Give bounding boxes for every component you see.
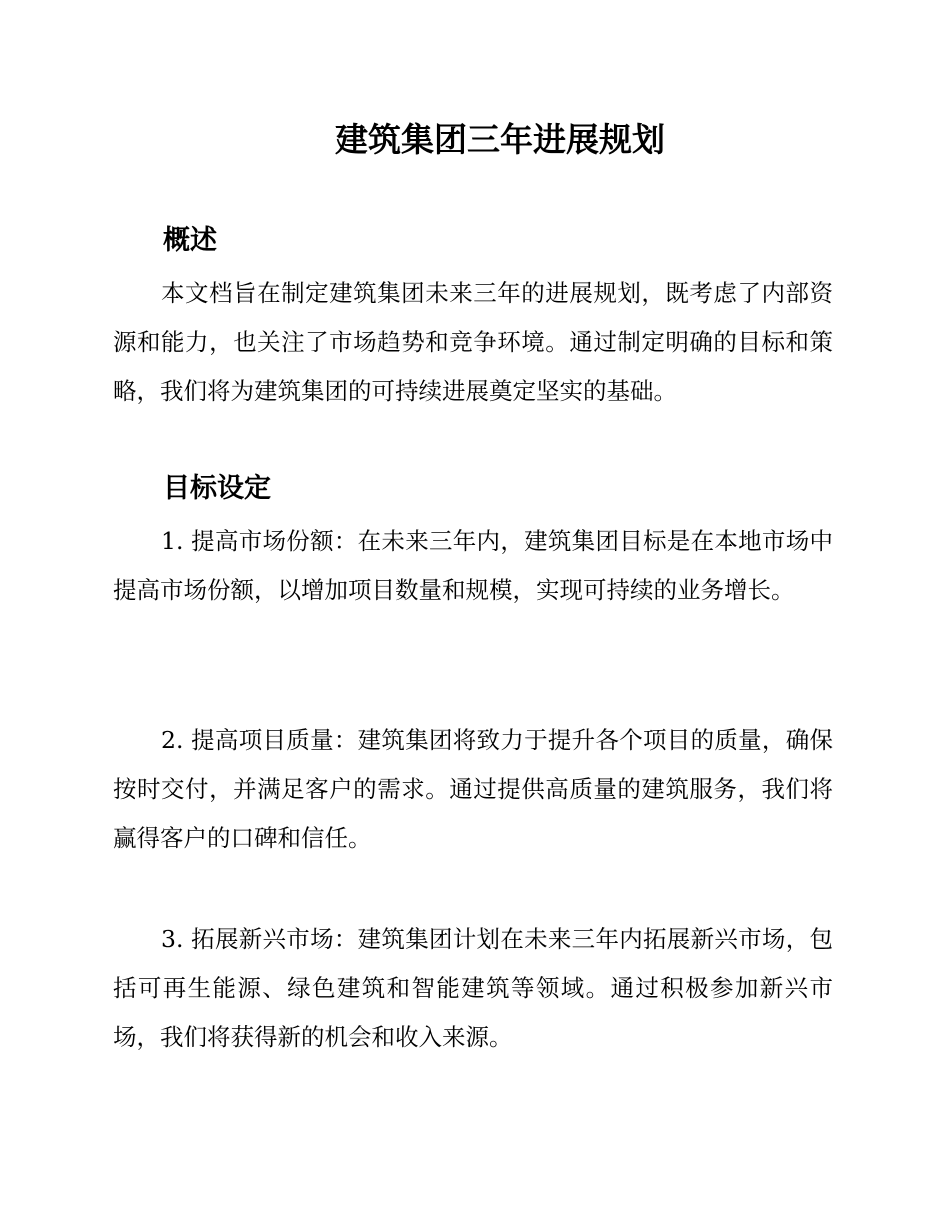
goal-paragraph-1: 1. 提高市场份额：在未来三年内，建筑集团目标是在本地市场中提高市场份额，以增加项目数量和规模，实现可持续的业务增长。: [113, 527, 833, 604]
section-heading-goals: 目标设定: [163, 473, 271, 504]
goal-paragraph-3: 3. 拓展新兴市场：建筑集团计划在未来三年内拓展新兴市场，包括可再生能源、绿色建筑和智能建筑等领域。通过积极参加新兴市场，我们将获得新的机会和收入来源。: [113, 925, 833, 1051]
document-title: 建筑集团三年进展规划: [335, 120, 665, 159]
goal-paragraph-2: 2. 提高项目质量：建筑集团将致力于提升各个项目的质量，确保按时交付，并满足客户的需求。通过提供高质量的建筑服务，我们将赢得客户的口碑和信任。: [113, 726, 833, 852]
overview-paragraph: 本文档旨在制定建筑集团未来三年的进展规划，既考虑了内部资源和能力，也关注了市场趋势和竞争环境。通过制定明确的目标和策略，我们将为建筑集团的可持续进展奠定坚实的基础。: [113, 279, 833, 405]
section-heading-overview: 概述: [163, 225, 217, 256]
